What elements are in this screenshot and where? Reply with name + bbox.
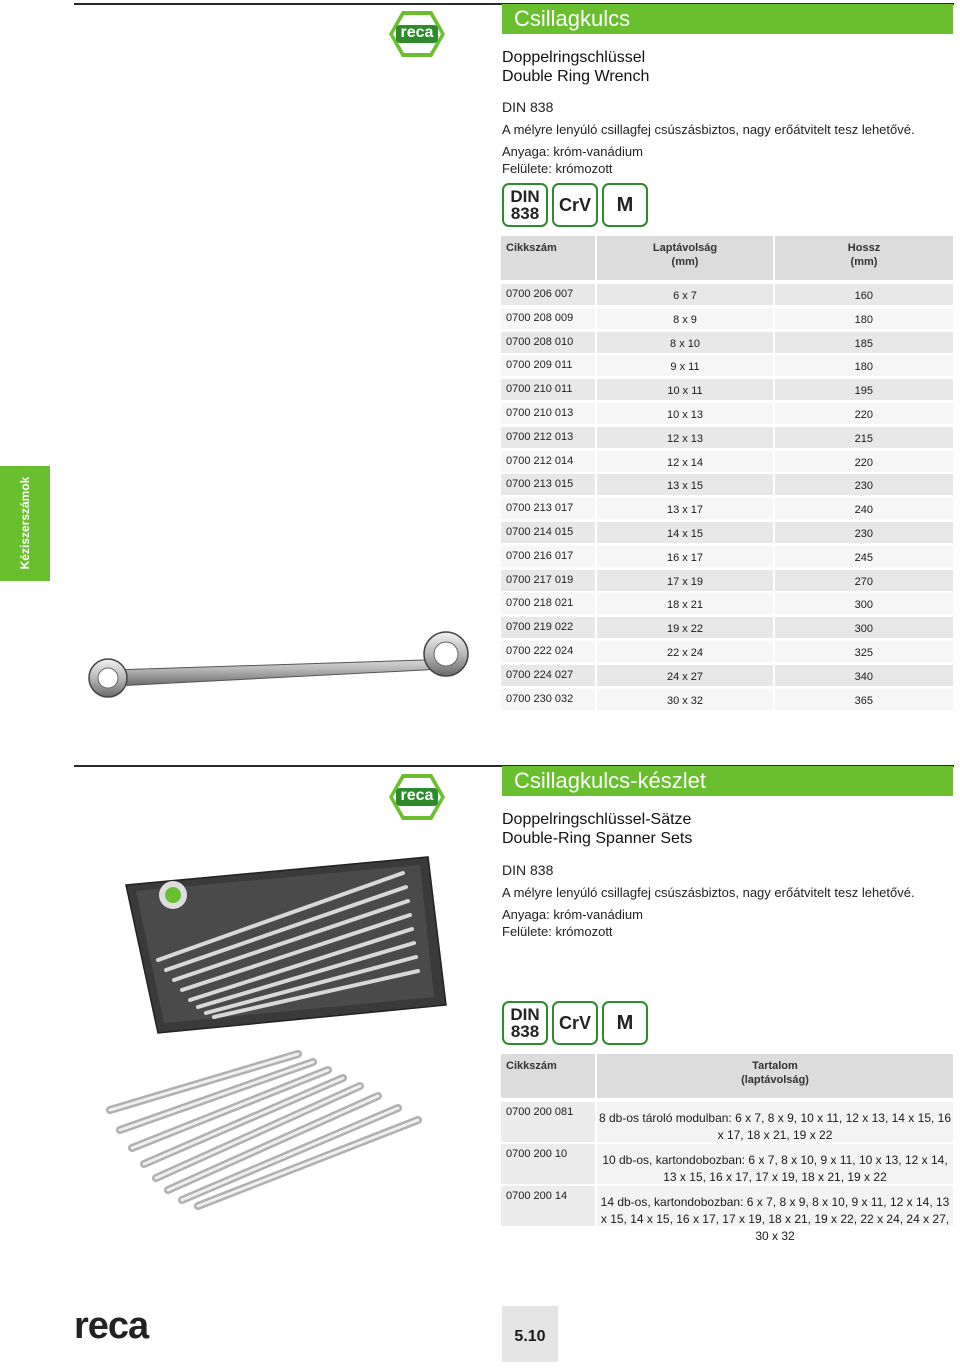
cell-size: 13 x 15 — [597, 474, 773, 495]
table-row — [501, 522, 953, 543]
set-header-code-label: Cikkszám — [506, 1060, 557, 1072]
table-row — [501, 641, 953, 662]
cell-size: 22 x 24 — [597, 641, 773, 662]
cell-length: 325 — [775, 641, 953, 662]
table-row — [501, 427, 953, 448]
section2-description: A mélyre lenyúló csillagfej csúszásbiztos, nagy erőátvitelt tesz lehetővé. — [502, 885, 915, 900]
din-badge-bottom: 838 — [510, 204, 540, 223]
cell-length: 230 — [775, 522, 953, 543]
cell-length: 300 — [775, 593, 953, 614]
header-size-unit: (mm) — [671, 256, 699, 268]
cell-code: 0700 208 010 — [501, 332, 595, 353]
crv-badge: CrV — [552, 183, 598, 227]
wrench-set-tray-image — [118, 855, 448, 1035]
section2-din-badge-bottom: 838 — [510, 1022, 540, 1041]
table-row — [501, 689, 953, 710]
cell-size: 9 x 11 — [597, 355, 773, 376]
footer-logo: reca — [74, 1305, 149, 1347]
cell-size: 8 x 9 — [597, 308, 773, 329]
section2-din: DIN 838 — [502, 862, 554, 878]
section2-m-badge: M — [602, 1001, 648, 1045]
reca-logo — [388, 9, 446, 59]
section2-title: Csillagkulcs-készlet — [502, 766, 953, 796]
cell-size: 10 x 11 — [597, 379, 773, 400]
set-cell-code: 0700 200 081 — [501, 1102, 595, 1142]
reca-logo-2 — [388, 772, 446, 822]
header-length-unit: (mm) — [850, 256, 878, 268]
subtitle-german: Doppelringschlüssel — [502, 49, 646, 66]
table-row — [501, 379, 953, 400]
header-size-label: Laptávolság — [652, 242, 718, 254]
cell-length: 365 — [775, 689, 953, 710]
side-category-tab — [0, 466, 50, 581]
table-header-code — [501, 236, 595, 280]
cell-length: 220 — [775, 451, 953, 472]
section2-material: Anyaga: króm-vanádium — [502, 907, 643, 922]
description: A mélyre lenyúló csillagfej csúszásbiztos, nagy erőátvitelt tesz lehetővé. — [502, 122, 915, 137]
cell-code: 0700 217 019 — [501, 570, 595, 591]
cell-length: 220 — [775, 403, 953, 424]
section2-spec-badges — [502, 1001, 648, 1045]
cell-size: 14 x 15 — [597, 522, 773, 543]
cell-length: 160 — [775, 284, 953, 305]
cell-code: 0700 213 015 — [501, 474, 595, 495]
cell-size: 13 x 17 — [597, 498, 773, 519]
set-cell-code: 0700 200 14 — [501, 1186, 595, 1226]
set-table-row — [501, 1102, 953, 1142]
cell-size: 12 x 13 — [597, 427, 773, 448]
set-table-row — [501, 1144, 953, 1184]
cell-code: 0700 212 014 — [501, 451, 595, 472]
set-table-header-code — [501, 1054, 595, 1098]
table-row — [501, 355, 953, 376]
table-row — [501, 665, 953, 686]
cell-size: 10 x 13 — [597, 403, 773, 424]
cell-length: 230 — [775, 474, 953, 495]
section2-din-badge-top: DIN — [510, 1005, 540, 1024]
set-table-row — [501, 1186, 953, 1243]
cell-length: 195 — [775, 379, 953, 400]
set-header-content-unit: (laptávolság) — [741, 1074, 809, 1086]
set-cell-content: 14 db-os, kartondobozban: 6 x 7, 8 x 9, 8 x 10, 9 x 11, 12 x 14, 13 x 15, 14 x 15, 16 x 17, 17 x 19, 18 x 21, 19 x 22, 22 x 24, 24 x 27, 30 x 32 — [597, 1186, 953, 1226]
table-row — [501, 617, 953, 638]
din-standard: DIN 838 — [502, 99, 554, 115]
cell-code: 0700 214 015 — [501, 522, 595, 543]
header-length-label: Hossz — [847, 242, 881, 254]
cell-size: 8 x 10 — [597, 332, 773, 353]
cell-size: 17 x 19 — [597, 570, 773, 591]
spec-badges — [502, 183, 648, 227]
cell-code: 0700 210 013 — [501, 403, 595, 424]
table-header-length — [775, 236, 953, 280]
cell-code: 0700 222 024 — [501, 641, 595, 662]
cell-code: 0700 210 011 — [501, 379, 595, 400]
table-row — [501, 451, 953, 472]
wrench-set-loose-image — [98, 1040, 458, 1210]
cell-code: 0700 209 011 — [501, 355, 595, 376]
cell-size: 6 x 7 — [597, 284, 773, 305]
cell-code: 0700 212 013 — [501, 427, 595, 448]
set-header-content-label: Tartalom — [752, 1060, 798, 1072]
table-row — [501, 284, 953, 305]
cell-size: 18 x 21 — [597, 593, 773, 614]
table-row — [501, 593, 953, 614]
cell-size: 16 x 17 — [597, 546, 773, 567]
logo-text-2: reca — [400, 787, 434, 804]
cell-size: 30 x 32 — [597, 689, 773, 710]
cell-size: 24 x 27 — [597, 665, 773, 686]
cell-code: 0700 219 022 — [501, 617, 595, 638]
table-row — [501, 332, 953, 353]
table-row — [501, 546, 953, 567]
cell-length: 340 — [775, 665, 953, 686]
table-row — [501, 403, 953, 424]
set-table-header-content — [597, 1054, 953, 1098]
table-row — [501, 474, 953, 495]
section2-surface: Felülete: krómozott — [502, 924, 613, 939]
table-row — [501, 498, 953, 519]
cell-code: 0700 216 017 — [501, 546, 595, 567]
cell-code: 0700 213 017 — [501, 498, 595, 519]
cell-length: 215 — [775, 427, 953, 448]
surface: Felülete: krómozott — [502, 161, 613, 176]
cell-length: 185 — [775, 332, 953, 353]
side-tab-label: Kéziszerszámok — [18, 476, 32, 570]
cell-code: 0700 206 007 — [501, 284, 595, 305]
cell-code: 0700 218 021 — [501, 593, 595, 614]
table-row — [501, 570, 953, 591]
cell-length: 240 — [775, 498, 953, 519]
cell-length: 180 — [775, 308, 953, 329]
set-cell-content: 10 db-os, kartondobozban: 6 x 7, 8 x 10, 9 x 11, 10 x 13, 12 x 14, 13 x 15, 16 x 17, 17 x 19, 18 x 21, 19 x 22 — [597, 1144, 953, 1184]
din-badge — [502, 183, 548, 227]
din-badge-top: DIN — [510, 187, 540, 206]
set-cell-content: 8 db-os tároló modulban: 6 x 7, 8 x 9, 10 x 11, 12 x 13, 14 x 15, 16 x 17, 18 x 21, 19 x 22 — [597, 1102, 953, 1142]
m-badge: M — [602, 183, 648, 227]
logo-text: reca — [400, 24, 434, 41]
table-row — [501, 308, 953, 329]
cell-length: 270 — [775, 570, 953, 591]
cell-size: 12 x 14 — [597, 451, 773, 472]
section2-subtitle-english: Double-Ring Spanner Sets — [502, 830, 693, 847]
cell-length: 245 — [775, 546, 953, 567]
subtitle-english: Double Ring Wrench — [502, 68, 650, 85]
cell-code: 0700 208 009 — [501, 308, 595, 329]
section-title: Csillagkulcs — [502, 4, 953, 34]
section2-din-badge — [502, 1001, 548, 1045]
section2-crv-badge: CrV — [552, 1001, 598, 1045]
set-cell-code: 0700 200 10 — [501, 1144, 595, 1184]
material: Anyaga: króm-vanádium — [502, 144, 643, 159]
page-number: 5.10 — [502, 1306, 558, 1362]
double-ring-wrench-image — [84, 630, 484, 700]
cell-size: 19 x 22 — [597, 617, 773, 638]
cell-code: 0700 224 027 — [501, 665, 595, 686]
cell-length: 300 — [775, 617, 953, 638]
header-code-label: Cikkszám — [506, 242, 557, 254]
cell-length: 180 — [775, 355, 953, 376]
table-header-size — [597, 236, 773, 280]
cell-code: 0700 230 032 — [501, 689, 595, 710]
section2-subtitle-german: Doppelringschlüssel-Sätze — [502, 811, 692, 828]
